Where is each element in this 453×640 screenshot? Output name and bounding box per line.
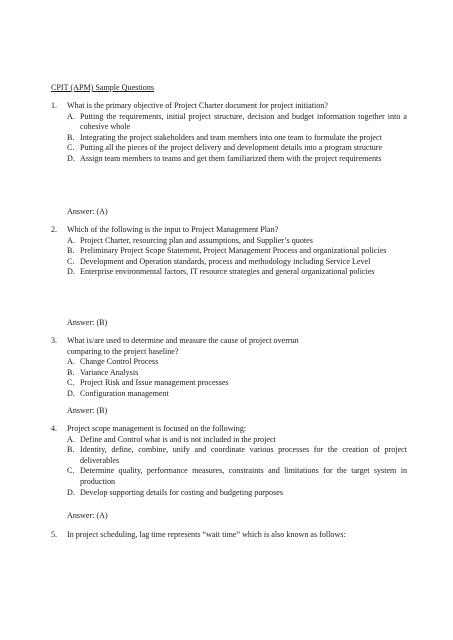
option-letter: C.	[67, 143, 75, 153]
answer-4: Answer: (A)	[67, 511, 108, 520]
option-text: Putting the requirements, initial project structure, decision and budget information together into a cohesive whole	[80, 111, 407, 132]
answer-3: Answer: (B)	[67, 406, 108, 415]
question-number: 3.	[51, 336, 58, 345]
option-a	[67, 357, 407, 368]
option-b	[67, 368, 407, 379]
option-text: Assign team members to teams and get them familiarized them with the project requirements	[80, 153, 382, 163]
answer-1: Answer: (A)	[67, 207, 108, 216]
option-d	[67, 488, 407, 499]
option-d	[67, 154, 407, 165]
question-1	[51, 101, 407, 165]
answer-2: Answer: (B)	[67, 318, 108, 327]
question-text: What is the primary objective of Project Charter document for project initiation?	[67, 101, 328, 110]
option-letter: D.	[67, 153, 75, 163]
question-4	[51, 424, 407, 498]
question-number: 2.	[51, 225, 58, 234]
question-number: 1.	[51, 101, 58, 110]
option-letter: C.	[67, 378, 75, 388]
option-c	[67, 378, 407, 389]
option-letter: B.	[67, 132, 75, 142]
option-list	[51, 435, 407, 499]
option-letter: B.	[67, 367, 75, 377]
option-text: Identity, define, combine, unify and coordinate various processes for the creation of project deliverables	[80, 445, 407, 465]
option-text: Define and Control what is and is not included in the project	[80, 434, 276, 444]
question-number: 4.	[51, 424, 58, 433]
option-letter: D.	[67, 388, 75, 398]
option-letter: D.	[67, 267, 75, 277]
option-letter: A.	[67, 434, 75, 444]
option-text: Project Charter, resourcing plan and assumptions, and Supplier’s quotes	[80, 235, 313, 245]
option-text: Enterprise environmental factors, IT resource strategies and general organizational policies	[80, 267, 375, 277]
option-text: Configuration management	[80, 388, 169, 398]
question-3	[51, 336, 407, 400]
option-list	[51, 236, 407, 278]
option-c	[67, 466, 407, 487]
option-text: Determine quality, performance measures, constraints and limitations for the target system in production	[80, 466, 407, 486]
option-d	[67, 267, 407, 278]
question-5	[51, 530, 407, 541]
option-text: Variance Analysis	[80, 367, 139, 377]
question-text: Which of the following is the input to Project Management Plan?	[67, 225, 279, 234]
option-letter: A.	[67, 357, 75, 367]
option-text: Project Risk and Issue management processes	[80, 378, 229, 388]
option-b	[67, 133, 407, 144]
question-text: In project scheduling, lag time represents “wait time” which is also known as follows:	[67, 530, 346, 539]
option-b	[67, 445, 407, 466]
question-text: Project scope management is focused on the following:	[67, 424, 247, 433]
option-d	[67, 389, 407, 400]
option-letter: A.	[67, 235, 75, 245]
option-letter: C.	[67, 256, 75, 266]
question-2	[51, 225, 407, 278]
option-text: Integrating the project stakeholders and team members into one team to formulate the project	[80, 132, 382, 142]
option-b	[67, 246, 407, 257]
option-a	[67, 112, 407, 133]
option-letter: C.	[67, 466, 75, 476]
question-text: What is/are used to determine and measure the cause of project overrun comparing to the project baseline?	[67, 336, 299, 356]
option-list	[51, 357, 407, 399]
document-title: CPIT (APM) Sample Questions	[51, 83, 155, 92]
option-text: Develop supporting details for costing and budgeting purposes	[80, 487, 283, 497]
option-text: Preliminary Project Scope Statement, Project Management Process and organizational policies	[80, 246, 387, 256]
option-text: Change Control Process	[80, 357, 159, 367]
option-list	[51, 112, 407, 165]
question-number: 5.	[51, 530, 58, 539]
option-text: Putting all the pieces of the project delivery and development details into a program structure	[80, 143, 383, 153]
option-letter: B.	[67, 445, 75, 455]
option-letter: B.	[67, 246, 75, 256]
option-letter: A.	[67, 111, 75, 121]
option-a	[67, 236, 407, 247]
option-a	[67, 435, 407, 446]
option-c	[67, 257, 407, 268]
option-text: Development and Operation standards, process and methodology including Service Level	[80, 256, 371, 266]
option-letter: D.	[67, 487, 75, 497]
option-c	[67, 143, 407, 154]
